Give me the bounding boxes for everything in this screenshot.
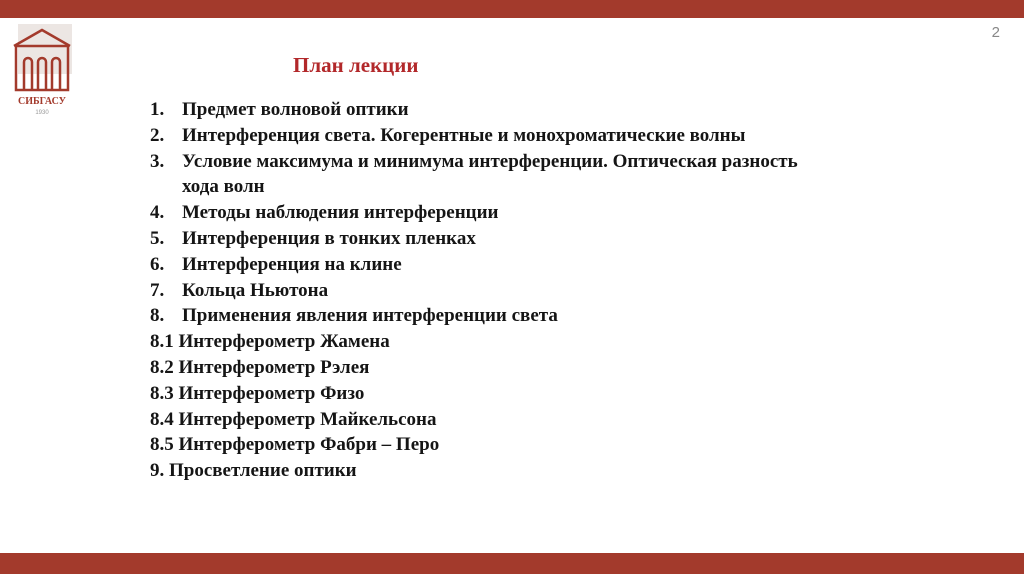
- plan-item-text: Интерференция света. Когерентные и монохроматические волны: [182, 124, 746, 146]
- plan-item-number: 3.: [150, 150, 165, 172]
- logo-text: СИБГАСУ: [17, 96, 67, 107]
- plan-subitem: 9. Просветление оптики: [150, 460, 357, 482]
- plan-item: [150, 174, 798, 200]
- lecture-plan-list: [150, 97, 798, 484]
- plan-subitem: 8.5 Интерферометр Фабри – Перо: [150, 434, 440, 456]
- plan-item: [150, 149, 798, 175]
- plan-item-number: 6.: [150, 253, 165, 275]
- plan-item-text: Методы наблюдения интерференции: [182, 202, 499, 224]
- logo-year: 1930: [35, 110, 49, 116]
- plan-item-number: 2.: [150, 124, 165, 146]
- plan-item: [150, 303, 798, 329]
- plan-item-text: Кольца Ньютона: [182, 279, 329, 301]
- plan-item-number: 4.: [150, 202, 165, 224]
- plan-subitem: 8.2 Интерферометр Рэлея: [150, 356, 370, 378]
- plan-item-text: Предмет волновой оптики: [182, 99, 409, 120]
- plan-subitem: 8.1 Интерферометр Жамена: [150, 331, 390, 353]
- plan-item-number: 8.: [150, 305, 165, 327]
- plan-item-text: Интерференция на клине: [182, 253, 402, 275]
- plan-item: [150, 226, 798, 252]
- page-number: 2: [991, 24, 1000, 41]
- plan-subitem: 8.3 Интерферометр Физо: [150, 382, 365, 404]
- plan-item: [150, 200, 798, 226]
- plan-item-number: 5.: [150, 227, 165, 249]
- plan-item-number: 7.: [150, 279, 165, 301]
- plan-item: [150, 97, 798, 123]
- slide-title: План лекции: [293, 53, 419, 77]
- plan-item: [150, 252, 798, 278]
- plan-item: [150, 278, 798, 304]
- plan-item-text: Применения явления интерференции света: [182, 305, 558, 327]
- top-accent-bar: [0, 0, 1024, 18]
- bottom-accent-bar: [0, 553, 1024, 574]
- plan-item-number: 1.: [150, 99, 165, 120]
- plan-subitem: 8.4 Интерферометр Майкельсона: [150, 408, 437, 430]
- plan-item-text: хода волн: [182, 176, 265, 198]
- university-building-logo-icon: [10, 24, 74, 120]
- plan-item-text: Условие максимума и минимума интерференции. Оптическая разность: [182, 150, 798, 172]
- plan-item-text: Интерференция в тонких пленках: [182, 227, 476, 249]
- plan-item: [150, 123, 798, 149]
